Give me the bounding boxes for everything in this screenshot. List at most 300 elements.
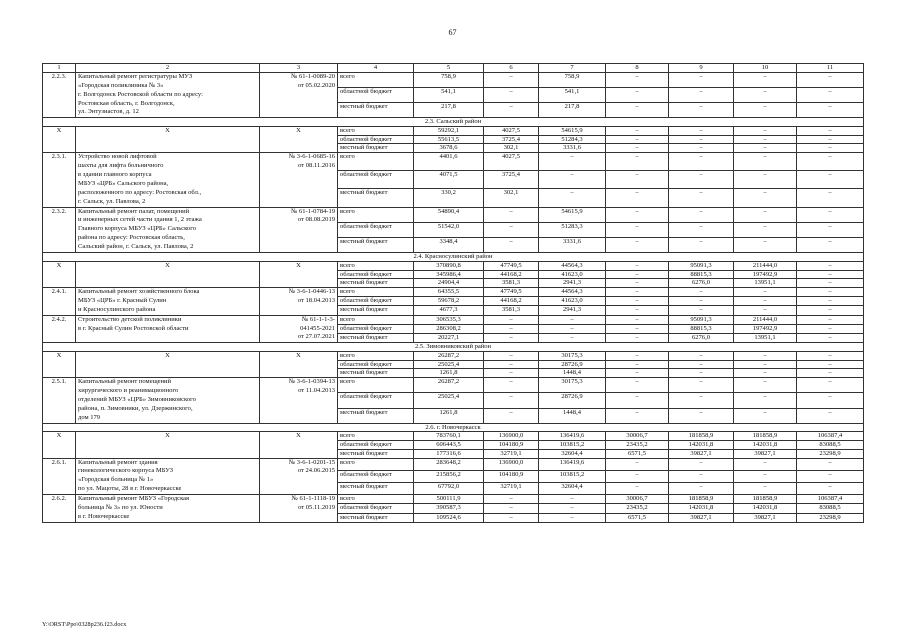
text-line: района, п. Зимовники, ул. Дзержинского, <box>78 404 193 412</box>
column-number: 9 <box>669 64 734 73</box>
text-line: Ростовская область, г. Волгодонск, <box>78 99 175 107</box>
amount-cell: 2941,3 <box>539 279 606 288</box>
amount-cell: 197492,9 <box>734 324 797 333</box>
amount-cell: – <box>606 369 669 378</box>
budget-label: областной бюджет <box>338 135 414 144</box>
amount-cell: 39827,1 <box>734 513 797 522</box>
text-line: в г. Красный Сулин Ростовской области <box>78 324 189 332</box>
amount-cell: – <box>797 287 864 296</box>
amount-cell: – <box>484 324 539 333</box>
budget-label: местный бюджет <box>338 369 414 378</box>
amount-cell: – <box>669 408 734 423</box>
text-line: от 08.08.2019 <box>297 216 335 224</box>
text-line: г. Сальск, ул. Павлова, 2 <box>78 197 146 205</box>
amount-cell: 23435,2 <box>606 441 669 450</box>
amount-cell: 39827,1 <box>734 449 797 458</box>
amount-cell: 3581,3 <box>484 306 539 315</box>
amount-cell: 1448,4 <box>539 369 606 378</box>
amount-cell: 104180,9 <box>484 441 539 450</box>
amount-cell: – <box>797 103 864 118</box>
amount-cell: 32719,1 <box>484 449 539 458</box>
amount-cell: 1448,4 <box>539 408 606 423</box>
text-line: 041455-2021 <box>300 324 335 332</box>
column-number: 5 <box>414 64 484 73</box>
x-mark: Х <box>76 261 260 287</box>
amount-cell: – <box>669 127 734 136</box>
budget-table <box>42 63 864 523</box>
amount-cell: 3581,3 <box>484 279 539 288</box>
amount-cell: 106387,4 <box>797 495 864 504</box>
text-line: № 3-6-1-0446-13 <box>288 287 335 295</box>
item-number: 2.5.1. <box>43 378 76 424</box>
amount-cell: – <box>606 470 669 482</box>
text-line: больница № 3» по ул. Юности <box>78 504 163 512</box>
amount-cell: 283648,2 <box>414 458 484 470</box>
amount-cell: 103815,2 <box>539 441 606 450</box>
amount-cell: 28726,9 <box>539 360 606 369</box>
section-title: 2.3. Сальский район <box>43 118 864 127</box>
amount-cell: – <box>734 103 797 118</box>
amount-cell: 783760,1 <box>414 432 484 441</box>
page-number: 67 <box>448 28 457 37</box>
amount-cell: 541,1 <box>539 87 606 102</box>
amount-cell: – <box>606 153 669 171</box>
amount-cell: – <box>484 315 539 324</box>
column-number: 3 <box>260 64 338 73</box>
amount-cell: 59292,1 <box>414 127 484 136</box>
section-title: 2.6. г. Новочеркасск <box>43 423 864 432</box>
amount-cell: – <box>484 87 539 102</box>
amount-cell: 302,1 <box>484 144 539 153</box>
amount-cell: 6276,0 <box>669 279 734 288</box>
budget-label: всего <box>338 207 414 222</box>
expertise-code <box>260 458 338 495</box>
text-line: Строительство детской поликлиники <box>78 315 182 323</box>
amount-cell: – <box>734 378 797 393</box>
amount-cell: – <box>797 315 864 324</box>
x-mark: Х <box>43 352 76 378</box>
amount-cell: – <box>734 87 797 102</box>
amount-cell: – <box>797 189 864 207</box>
expertise-code <box>260 72 338 118</box>
amount-cell: 51283,3 <box>539 222 606 237</box>
column-number-row <box>43 64 864 73</box>
amount-cell: – <box>734 72 797 87</box>
text-line: ул. Энтузиастов, д. 12 <box>78 108 139 116</box>
amount-cell: 26287,2 <box>414 352 484 361</box>
section-title-row <box>43 423 864 432</box>
column-number: 4 <box>338 64 414 73</box>
amount-cell: – <box>484 360 539 369</box>
budget-label: всего <box>338 495 414 504</box>
table-row <box>43 287 864 296</box>
amount-cell: – <box>606 315 669 324</box>
amount-cell: – <box>606 144 669 153</box>
amount-cell: 26287,2 <box>414 378 484 393</box>
x-mark: Х <box>43 432 76 458</box>
amount-cell: 51284,3 <box>539 135 606 144</box>
amount-cell: 4027,5 <box>484 127 539 136</box>
amount-cell: 54890,4 <box>414 207 484 222</box>
column-number: 2 <box>76 64 260 73</box>
amount-cell: – <box>797 171 864 189</box>
amount-cell: – <box>539 324 606 333</box>
amount-cell: – <box>797 135 864 144</box>
amount-cell: – <box>797 297 864 306</box>
amount-cell: 6571,5 <box>606 449 669 458</box>
x-mark: Х <box>260 432 338 458</box>
budget-label: областной бюджет <box>338 171 414 189</box>
section-title-row <box>43 343 864 352</box>
amount-cell: – <box>606 334 669 343</box>
item-number: 2.3.1. <box>43 153 76 207</box>
amount-cell: – <box>606 408 669 423</box>
amount-cell: – <box>539 513 606 522</box>
item-description <box>76 153 260 207</box>
budget-label: областной бюджет <box>338 222 414 237</box>
amount-cell: – <box>734 470 797 482</box>
amount-cell: 44564,3 <box>539 261 606 270</box>
amount-cell: 211444,0 <box>734 261 797 270</box>
amount-cell: – <box>606 279 669 288</box>
x-mark: Х <box>260 261 338 287</box>
amount-cell: – <box>797 207 864 222</box>
text-line: г. Волгодонск Ростовской области по адресу: <box>78 90 203 98</box>
text-line: № 61-1-1118-19 <box>291 495 335 503</box>
amount-cell: 758,9 <box>539 72 606 87</box>
section-title: 2.4. Красносулинский район <box>43 253 864 262</box>
table-row <box>43 153 864 171</box>
amount-cell: – <box>606 87 669 102</box>
budget-label: местный бюджет <box>338 279 414 288</box>
amount-cell: – <box>606 287 669 296</box>
text-line: в здании главного корпуса <box>78 170 152 178</box>
x-mark: Х <box>76 352 260 378</box>
amount-cell: – <box>606 135 669 144</box>
amount-cell: 41623,0 <box>539 270 606 279</box>
amount-cell: – <box>539 334 606 343</box>
item-description <box>76 315 260 343</box>
budget-label: областной бюджет <box>338 270 414 279</box>
amount-cell: 32719,1 <box>484 482 539 494</box>
amount-cell: 20227,1 <box>414 334 484 343</box>
amount-cell: 215856,2 <box>414 470 484 482</box>
amount-cell: – <box>606 458 669 470</box>
amount-cell: – <box>484 334 539 343</box>
amount-cell: 390587,3 <box>414 504 484 513</box>
amount-cell: 142031,8 <box>669 504 734 513</box>
table-row <box>43 315 864 324</box>
text-line: МБУЗ «ЦРБ» Сальского района, <box>78 179 169 187</box>
amount-cell: – <box>606 297 669 306</box>
amount-cell: 142031,8 <box>734 441 797 450</box>
amount-cell: 23298,9 <box>797 449 864 458</box>
amount-cell: 4027,5 <box>484 153 539 171</box>
amount-cell: 217,8 <box>414 103 484 118</box>
text-line: от 08.11.2016 <box>298 162 335 170</box>
amount-cell: – <box>539 153 606 171</box>
amount-cell: 32604,4 <box>539 482 606 494</box>
amount-cell: – <box>797 470 864 482</box>
budget-label: областной бюджет <box>338 360 414 369</box>
amount-cell: 1261,8 <box>414 408 484 423</box>
amount-cell: – <box>539 171 606 189</box>
text-line: Капитальный ремонт хозяйственного блока <box>78 287 200 295</box>
table-row <box>43 261 864 270</box>
amount-cell: 181858,9 <box>669 432 734 441</box>
budget-label: всего <box>338 72 414 87</box>
amount-cell: 4401,6 <box>414 153 484 171</box>
budget-label: местный бюджет <box>338 513 414 522</box>
text-line: Капитальный ремонт палат, помещений <box>78 207 190 215</box>
text-line: Капитальный ремонт МБУЗ «Городская <box>78 495 190 503</box>
budget-label: областной бюджет <box>338 324 414 333</box>
amount-cell: – <box>797 352 864 361</box>
amount-cell: 55613,5 <box>414 135 484 144</box>
amount-cell: – <box>484 72 539 87</box>
amount-cell: – <box>606 222 669 237</box>
amount-cell: 39827,1 <box>669 449 734 458</box>
amount-cell: 41623,0 <box>539 297 606 306</box>
amount-cell: – <box>606 270 669 279</box>
expertise-code <box>260 153 338 207</box>
amount-cell: 4071,5 <box>414 171 484 189</box>
amount-cell: 104180,9 <box>484 470 539 482</box>
text-line: от 24.06.2015 <box>297 467 335 475</box>
amount-cell: 181858,9 <box>734 432 797 441</box>
budget-label: всего <box>338 378 414 393</box>
budget-label: всего <box>338 432 414 441</box>
amount-cell: 109524,6 <box>414 513 484 522</box>
amount-cell: – <box>797 306 864 315</box>
amount-cell: – <box>606 261 669 270</box>
amount-cell: 95091,3 <box>669 315 734 324</box>
amount-cell: – <box>669 352 734 361</box>
text-line: Главного корпуса МБУЗ «ЦРБ» Сальского <box>78 225 196 233</box>
text-line: гинекологического корпуса МБУЗ <box>78 467 174 475</box>
amount-cell: – <box>669 72 734 87</box>
amount-cell: 286308,2 <box>414 324 484 333</box>
amount-cell: – <box>606 237 669 252</box>
amount-cell: – <box>669 189 734 207</box>
amount-cell: – <box>734 360 797 369</box>
amount-cell: – <box>797 127 864 136</box>
text-line: «Городская больница № 1» <box>78 476 154 484</box>
item-number: 2.4.2. <box>43 315 76 343</box>
amount-cell: 13951,1 <box>734 334 797 343</box>
amount-cell: – <box>669 297 734 306</box>
amount-cell: – <box>669 287 734 296</box>
item-number: 2.4.1. <box>43 287 76 315</box>
item-description <box>76 378 260 424</box>
text-line: дом 179 <box>78 413 101 421</box>
amount-cell: – <box>606 127 669 136</box>
expertise-code <box>260 315 338 343</box>
table-row <box>43 127 864 136</box>
table-row <box>43 432 864 441</box>
amount-cell: 136419,6 <box>539 458 606 470</box>
amount-cell: – <box>484 393 539 408</box>
amount-cell: – <box>734 458 797 470</box>
amount-cell: 64355,5 <box>414 287 484 296</box>
amount-cell: – <box>797 144 864 153</box>
budget-label: местный бюджет <box>338 482 414 494</box>
amount-cell: – <box>606 352 669 361</box>
amount-cell: 51542,0 <box>414 222 484 237</box>
table-row <box>43 72 864 87</box>
budget-label: областной бюджет <box>338 393 414 408</box>
amount-cell: – <box>669 144 734 153</box>
table-row <box>43 495 864 504</box>
amount-cell: 3725,4 <box>484 135 539 144</box>
amount-cell: 2941,3 <box>539 306 606 315</box>
item-description <box>76 72 260 118</box>
budget-label: всего <box>338 315 414 324</box>
budget-label: областной бюджет <box>338 87 414 102</box>
amount-cell: 59678,2 <box>414 297 484 306</box>
budget-label: всего <box>338 261 414 270</box>
x-mark: Х <box>76 127 260 153</box>
budget-label: областной бюджет <box>338 441 414 450</box>
amount-cell: – <box>606 189 669 207</box>
budget-label: всего <box>338 153 414 171</box>
text-line: № 3-6-1-0685-16 <box>288 153 335 161</box>
amount-cell: – <box>797 369 864 378</box>
amount-cell: 4677,3 <box>414 306 484 315</box>
amount-cell: 606443,5 <box>414 441 484 450</box>
amount-cell: – <box>669 237 734 252</box>
amount-cell: 3725,4 <box>484 171 539 189</box>
amount-cell: – <box>606 306 669 315</box>
amount-cell: 181858,9 <box>669 495 734 504</box>
amount-cell: – <box>484 378 539 393</box>
amount-cell: – <box>734 393 797 408</box>
item-description <box>76 287 260 315</box>
amount-cell: – <box>484 369 539 378</box>
text-line: и Красносулинского района <box>78 305 156 313</box>
amount-cell: – <box>606 171 669 189</box>
amount-cell: 3348,4 <box>414 237 484 252</box>
amount-cell: 3331,6 <box>539 144 606 153</box>
amount-cell: – <box>734 287 797 296</box>
amount-cell: – <box>484 237 539 252</box>
amount-cell: 30175,3 <box>539 378 606 393</box>
text-line: от 11.04.2013 <box>298 387 335 395</box>
column-number: 8 <box>606 64 669 73</box>
column-number: 11 <box>797 64 864 73</box>
expertise-code <box>260 207 338 253</box>
amount-cell: 30175,3 <box>539 352 606 361</box>
amount-cell: 541,1 <box>414 87 484 102</box>
amount-cell: 54615,9 <box>539 127 606 136</box>
amount-cell: – <box>734 408 797 423</box>
amount-cell: – <box>606 324 669 333</box>
amount-cell: 23435,2 <box>606 504 669 513</box>
amount-cell: – <box>484 495 539 504</box>
table-row <box>43 458 864 470</box>
budget-label: местный бюджет <box>338 408 414 423</box>
amount-cell: 103815,2 <box>539 470 606 482</box>
amount-cell: – <box>669 393 734 408</box>
amount-cell: – <box>797 408 864 423</box>
amount-cell: 181858,9 <box>734 495 797 504</box>
amount-cell: – <box>734 369 797 378</box>
table-row <box>43 378 864 393</box>
text-line: от 05.11.2019 <box>298 504 335 512</box>
amount-cell: – <box>484 504 539 513</box>
amount-cell: 44168,2 <box>484 297 539 306</box>
text-line: от 27.07.2021 <box>297 333 335 341</box>
amount-cell: – <box>606 103 669 118</box>
amount-cell: 47749,5 <box>484 287 539 296</box>
amount-cell: 32604,4 <box>539 449 606 458</box>
amount-cell: 88815,3 <box>669 270 734 279</box>
x-mark: Х <box>43 261 76 287</box>
amount-cell: 217,8 <box>539 103 606 118</box>
amount-cell: 88815,3 <box>669 324 734 333</box>
amount-cell: – <box>539 504 606 513</box>
text-line: Сальский район, г. Сальск, ул. Павлова, 2 <box>78 243 194 251</box>
text-line: хирургического и реанимационного <box>78 387 179 395</box>
item-number: 2.6.1. <box>43 458 76 495</box>
text-line: № 3-6-1-0201-15 <box>288 458 335 466</box>
text-line: № 61-1-1-3- <box>302 315 335 323</box>
budget-label: местный бюджет <box>338 334 414 343</box>
amount-cell: – <box>669 207 734 222</box>
amount-cell: 28726,9 <box>539 393 606 408</box>
x-mark: Х <box>260 352 338 378</box>
amount-cell: – <box>797 270 864 279</box>
amount-cell: – <box>606 378 669 393</box>
expertise-code <box>260 495 338 523</box>
amount-cell: – <box>484 513 539 522</box>
amount-cell: – <box>797 393 864 408</box>
budget-label: областной бюджет <box>338 470 414 482</box>
amount-cell: – <box>484 207 539 222</box>
amount-cell: – <box>797 378 864 393</box>
text-line: расположенного по адресу: Ростовская обл., <box>78 188 202 196</box>
table-row <box>43 352 864 361</box>
amount-cell: 25025,4 <box>414 360 484 369</box>
amount-cell: 177316,6 <box>414 449 484 458</box>
amount-cell: – <box>734 189 797 207</box>
amount-cell: 142031,8 <box>734 504 797 513</box>
column-number: 7 <box>539 64 606 73</box>
amount-cell: 3678,6 <box>414 144 484 153</box>
amount-cell: – <box>669 171 734 189</box>
x-mark: Х <box>76 432 260 458</box>
amount-cell: – <box>606 482 669 494</box>
amount-cell: – <box>669 369 734 378</box>
item-number: 2.6.2. <box>43 495 76 523</box>
x-mark: Х <box>43 127 76 153</box>
budget-label: местный бюджет <box>338 144 414 153</box>
amount-cell: – <box>669 135 734 144</box>
budget-label: всего <box>338 287 414 296</box>
amount-cell: – <box>797 237 864 252</box>
amount-cell: 23298,9 <box>797 513 864 522</box>
text-line: по ул. Мацоты, 28 в г. Новочеркасске <box>78 485 182 493</box>
amount-cell: – <box>797 261 864 270</box>
section-title-row <box>43 253 864 262</box>
amount-cell: 25025,4 <box>414 393 484 408</box>
text-line: Устройство новой лифтовой <box>78 153 157 161</box>
column-number: 10 <box>734 64 797 73</box>
file-path-footer: Y:\ORST\Ppo\0328p236.f23.docx <box>42 621 127 628</box>
amount-cell: – <box>734 352 797 361</box>
amount-cell: – <box>539 189 606 207</box>
budget-label: местный бюджет <box>338 306 414 315</box>
